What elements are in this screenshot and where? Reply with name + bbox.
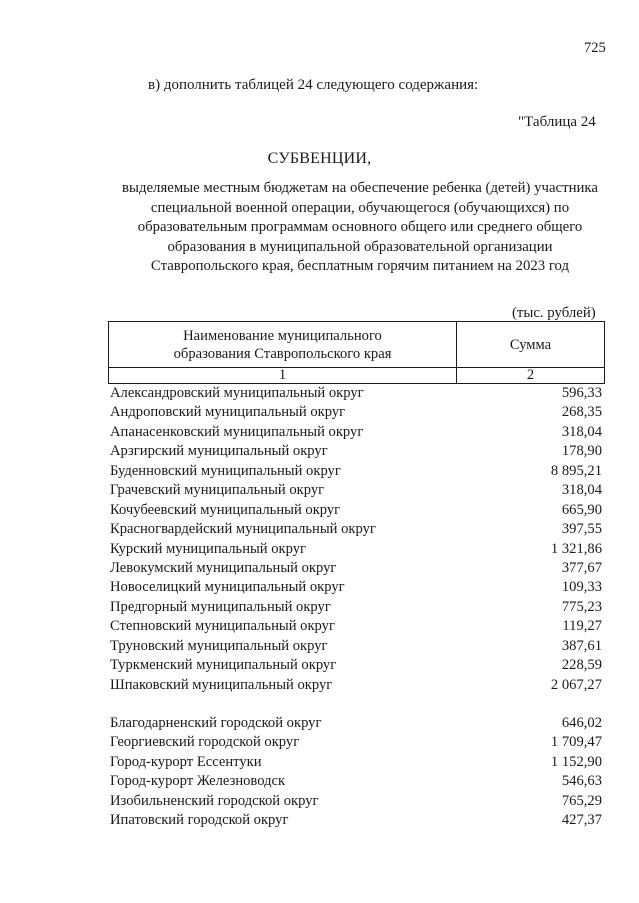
row-value: 397,55 bbox=[561, 521, 602, 538]
row-name: Андроповский муниципальный округ bbox=[110, 404, 346, 421]
row-value: 8 895,21 bbox=[550, 462, 602, 479]
row-value: 665,90 bbox=[561, 501, 602, 518]
table-row bbox=[110, 637, 604, 656]
row-name: Апанасенковский муниципальный округ bbox=[110, 423, 364, 440]
row-value: 1 709,47 bbox=[550, 734, 602, 751]
row-name: Кочубеевский муниципальный округ bbox=[110, 501, 341, 518]
table-row bbox=[110, 598, 604, 617]
table-row bbox=[110, 462, 604, 481]
table-body bbox=[110, 384, 604, 831]
table-label: "Таблица 24 bbox=[518, 114, 596, 130]
group-spacer bbox=[110, 695, 604, 714]
row-value: 2 067,27 bbox=[550, 676, 602, 693]
row-name: Изобильненский городской округ bbox=[110, 792, 319, 809]
row-name: Ипатовский городской округ bbox=[110, 812, 289, 829]
subtitle-line: образования в муниципальной образовательной организации bbox=[167, 238, 553, 255]
row-value: 646,02 bbox=[561, 715, 602, 731]
header-name-cell bbox=[109, 322, 457, 368]
row-name: Буденновский муниципальный округ bbox=[110, 462, 341, 479]
row-name: Город-курорт Железноводск bbox=[110, 773, 286, 790]
subtitle-line: образовательным программам основного общего или среднего общего bbox=[137, 219, 583, 236]
row-value: 268,35 bbox=[561, 404, 602, 421]
header-name-line2: образования Ставропольского края bbox=[173, 345, 392, 362]
row-name: Грачевский муниципальный округ bbox=[110, 482, 325, 499]
document-subtitle bbox=[100, 179, 620, 277]
table-row bbox=[110, 656, 604, 675]
table-header bbox=[108, 321, 604, 384]
header-name-line1: Наименование муниципального bbox=[183, 327, 382, 344]
row-value: 1 152,90 bbox=[550, 753, 602, 770]
table-row bbox=[110, 501, 604, 520]
row-name: Шпаковский муниципальный округ bbox=[110, 676, 333, 693]
table-row bbox=[110, 423, 604, 442]
row-value: 387,61 bbox=[561, 637, 602, 654]
row-name: Предгорный муниципальный округ bbox=[110, 598, 331, 615]
table-row bbox=[110, 481, 604, 500]
header-col-number-1: 1 bbox=[109, 368, 457, 384]
row-value: 119,27 bbox=[562, 618, 602, 635]
row-name: Красногвардейский муниципальный округ bbox=[110, 521, 376, 538]
row-value: 377,67 bbox=[561, 559, 602, 576]
row-name: Александровский муниципальный округ bbox=[110, 385, 364, 401]
table-row bbox=[110, 676, 604, 695]
intro-text: в) дополнить таблицей 24 следующего содержания: bbox=[148, 77, 479, 93]
table-row bbox=[110, 617, 604, 636]
table-row bbox=[110, 714, 604, 733]
row-value: 775,23 bbox=[561, 598, 602, 615]
table-row bbox=[110, 403, 604, 422]
table-row bbox=[110, 811, 604, 830]
table-row bbox=[110, 442, 604, 461]
subtitle-line: выделяемые местным бюджетам на обеспечение ребенка (детей) участника bbox=[122, 180, 598, 196]
row-value: 318,04 bbox=[561, 423, 602, 440]
row-value: 765,29 bbox=[561, 792, 602, 809]
city-districts-group bbox=[110, 714, 604, 831]
document-title: СУБВЕНЦИИ, bbox=[267, 150, 372, 167]
row-name: Новоселицкий муниципальный округ bbox=[110, 579, 345, 596]
row-value: 318,04 bbox=[561, 482, 602, 499]
table-row bbox=[110, 733, 604, 752]
row-value: 596,33 bbox=[561, 385, 602, 401]
row-name: Туркменский муниципальный округ bbox=[110, 657, 337, 674]
row-value: 427,37 bbox=[561, 812, 602, 829]
table-row bbox=[110, 753, 604, 772]
municipal-districts-group bbox=[110, 384, 604, 695]
row-name: Город-курорт Ессентуки bbox=[110, 753, 262, 770]
table-row bbox=[110, 578, 604, 597]
row-name: Труновский муниципальный округ bbox=[110, 637, 328, 654]
row-value: 178,90 bbox=[561, 443, 602, 460]
subtitle-line: специальной военной операции, обучающегося (обучающихся) по bbox=[150, 199, 570, 216]
units-label: (тыс. рублей) bbox=[512, 305, 596, 321]
header-sum-cell: Сумма bbox=[457, 322, 605, 368]
row-value: 109,33 bbox=[561, 579, 602, 596]
row-name: Благодарненский городской округ bbox=[110, 715, 322, 731]
table-row bbox=[110, 792, 604, 811]
row-name: Георгиевский городской округ bbox=[110, 734, 300, 751]
subtitle-line: Ставропольского края, бесплатным горячим питанием на 2023 год bbox=[150, 258, 570, 275]
table-row bbox=[110, 540, 604, 559]
table-row bbox=[110, 384, 604, 403]
row-value: 546,63 bbox=[561, 773, 602, 790]
header-col-number-2: 2 bbox=[457, 368, 605, 384]
row-value: 228,59 bbox=[561, 657, 602, 674]
row-name: Степновский муниципальный округ bbox=[110, 618, 335, 635]
table-row bbox=[110, 559, 604, 578]
table-row bbox=[110, 772, 604, 791]
page-number: 725 bbox=[584, 40, 606, 56]
row-value: 1 321,86 bbox=[550, 540, 602, 557]
row-name: Арзгирский муниципальный округ bbox=[110, 443, 328, 460]
row-name: Курский муниципальный округ bbox=[110, 540, 307, 557]
table-row bbox=[110, 520, 604, 539]
row-name: Левокумский муниципальный округ bbox=[110, 559, 337, 576]
